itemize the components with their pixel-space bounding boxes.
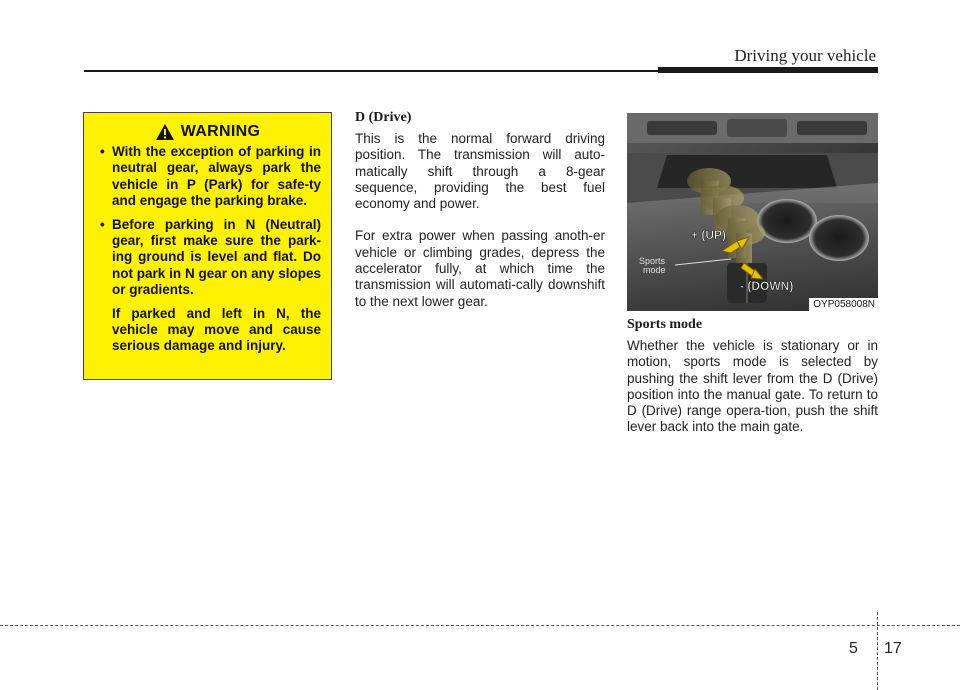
footer-dashed-rule <box>0 625 960 626</box>
drive-heading: D (Drive) <box>355 110 412 125</box>
header-rule-thin <box>84 70 664 72</box>
footer-vertical-dashed-rule <box>877 612 878 690</box>
sports-mode-label-line2: mode <box>643 265 666 275</box>
page-number: 17 <box>884 640 902 657</box>
warning-triangle-icon <box>155 123 175 141</box>
sports-paragraph: Whether the vehicle is stationary or in motion, sports mode is selected by pushing the shift lever from the D (Drive) position into the manual gate. To return to D (Drive) range opera-tion, push the shift lever back into the main gate. <box>627 338 878 435</box>
gear-shift-illustration <box>627 113 878 311</box>
figure-code: OYP058008N <box>809 298 878 311</box>
warning-sub-paragraph: If parked and left in N, the vehicle may move and cause serious damage and injury. <box>112 305 321 354</box>
drive-paragraph-extra-power: For extra power when passing anoth-er vehicle or climbing grades, depress the accelerator fully, at which time the transmission will automati-cally downshift to the next lower gear. <box>355 228 605 309</box>
sports-section <box>627 317 878 452</box>
header-rule-thick <box>658 67 878 73</box>
up-label: + (UP) <box>691 228 727 242</box>
drive-section <box>355 110 605 326</box>
warning-item-park: • With the exception of parking in neutral gear, always park the vehicle in P (Park) for safe-ty and engage the parking brake. <box>94 144 321 210</box>
warning-header <box>94 123 321 141</box>
warning-item-neutral: • Before parking in N (Neutral) gear, first make sure the park-ing ground is level and flat. Do not park in N gear on any slopes or gradients. <box>94 217 321 299</box>
sports-mode-label-line1: Sports <box>639 256 666 266</box>
page-chapter-number: 5 <box>849 640 858 657</box>
warning-list <box>94 144 321 299</box>
drive-paragraph-normal: This is the normal forward driving position. The transmission will auto-matically shift through a 8-gear sequence, providing the best fuel economy and power. <box>355 131 605 212</box>
down-label: - (DOWN) <box>740 279 794 293</box>
warning-box <box>83 112 332 380</box>
header-title: Driving your vehicle <box>734 46 876 65</box>
sports-heading: Sports mode <box>627 317 703 332</box>
gear-shift-photo <box>627 113 878 311</box>
warning-title: WARNING <box>180 123 261 140</box>
